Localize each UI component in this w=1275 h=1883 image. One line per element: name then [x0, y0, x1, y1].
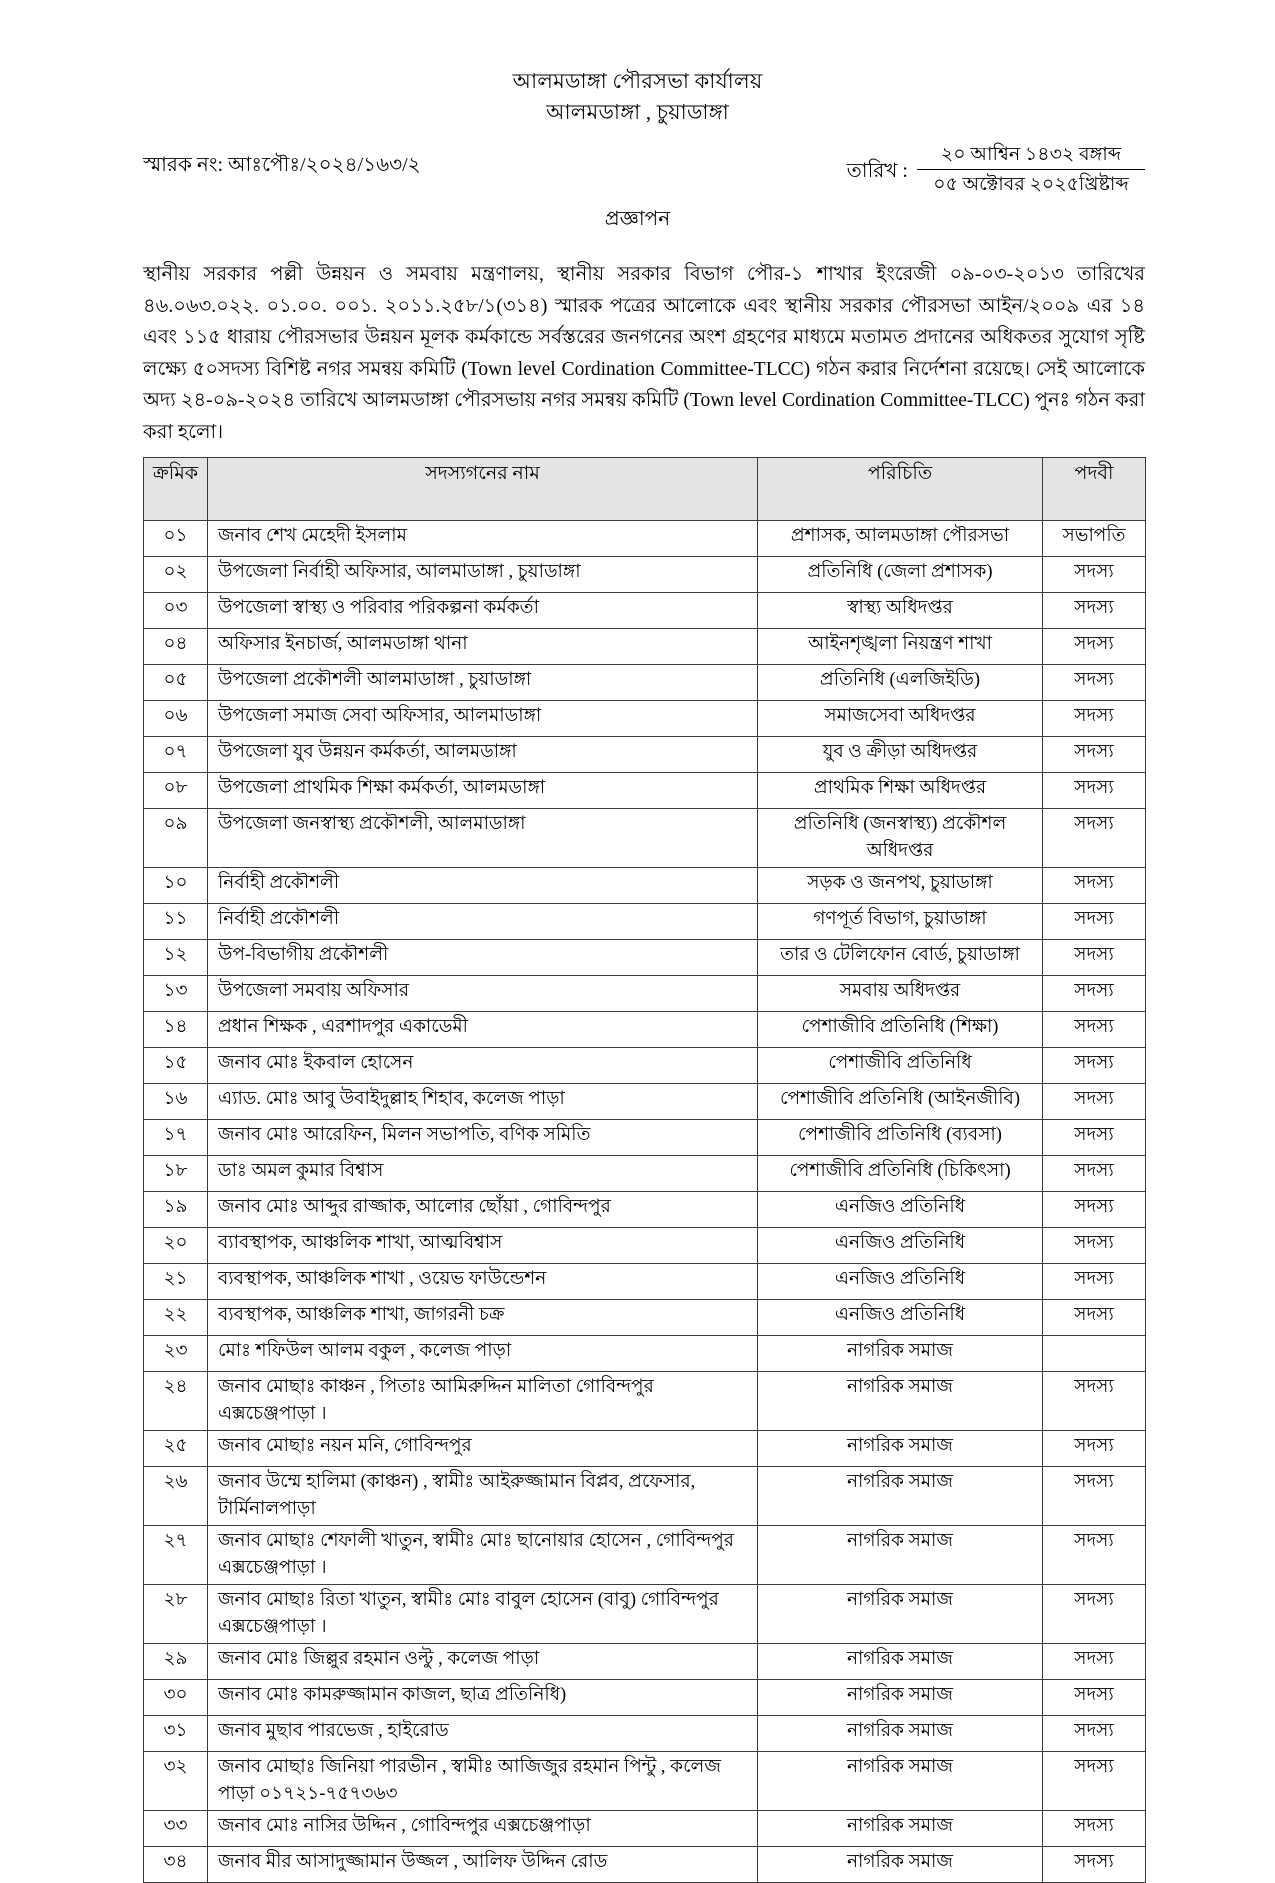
table-row: [144, 701, 1146, 737]
cell-designation: সদস্য: [1043, 629, 1146, 665]
cell-serial: ৩৩: [144, 1811, 208, 1847]
date-label: তারিখ :: [846, 159, 908, 182]
table-row: [144, 1431, 1146, 1467]
cell-identity: নাগরিক সমাজ: [758, 1336, 1043, 1372]
cell-serial: ০৯: [144, 809, 208, 868]
cell-designation: সদস্য: [1043, 1467, 1146, 1526]
table-row: [144, 1228, 1146, 1264]
cell-designation: সদস্য: [1043, 1526, 1146, 1585]
cell-serial: ২৯: [144, 1644, 208, 1680]
column-header-name: সদস্যগনের নাম: [208, 458, 758, 521]
cell-serial: ২৩: [144, 1336, 208, 1372]
table-row: [144, 1644, 1146, 1680]
cell-name: উপজেলা প্রাথমিক শিক্ষা কর্মকর্তা, আলমডাঙ্গা: [208, 773, 758, 809]
column-header-serial: ক্রমিক: [144, 458, 208, 521]
column-header-designation: পদবী: [1043, 458, 1146, 521]
cell-name: উপজেলা যুব উন্নয়ন কর্মকর্তা, আলমডাঙ্গা: [208, 737, 758, 773]
column-header-identity: পরিচিতি: [758, 458, 1043, 521]
cell-identity: স্বাস্থ্য অধিদপ্তর: [758, 593, 1043, 629]
cell-name: ব্যবস্থাপক, আঞ্চলিক শাখা, জাগরনী চক্র: [208, 1300, 758, 1336]
table-row: [144, 773, 1146, 809]
cell-identity: নাগরিক সমাজ: [758, 1644, 1043, 1680]
cell-serial: ২৬: [144, 1467, 208, 1526]
cell-identity: নাগরিক সমাজ: [758, 1526, 1043, 1585]
cell-identity: তার ও টেলিফোন বোর্ড, চুয়াডাঙ্গা: [758, 940, 1043, 976]
table-row: [144, 521, 1146, 557]
cell-serial: ০৭: [144, 737, 208, 773]
table-row: [144, 1847, 1146, 1883]
cell-identity: আইনশৃঙ্খলা নিয়ন্ত্রণ শাখা: [758, 629, 1043, 665]
table-row: [144, 1467, 1146, 1526]
cell-serial: ০৫: [144, 665, 208, 701]
table-row: [144, 1716, 1146, 1752]
cell-designation: সদস্য: [1043, 1264, 1146, 1300]
members-table: [143, 457, 1146, 1883]
cell-designation: সদস্য: [1043, 868, 1146, 904]
cell-identity: নাগরিক সমাজ: [758, 1716, 1043, 1752]
cell-designation: সদস্য: [1043, 1847, 1146, 1883]
cell-name: জনাব মোঃ ইকবাল হোসেন: [208, 1048, 758, 1084]
cell-identity: যুব ও ক্রীড়া অধিদপ্তর: [758, 737, 1043, 773]
table-row: [144, 1048, 1146, 1084]
table-row: [144, 1120, 1146, 1156]
cell-identity: প্রতিনিধি (জনস্বাস্থ্য) প্রকৌশল অধিদপ্তর: [758, 809, 1043, 868]
cell-designation: সদস্য: [1043, 1811, 1146, 1847]
cell-designation: সদস্য: [1043, 940, 1146, 976]
cell-designation: সদস্য: [1043, 773, 1146, 809]
cell-identity: প্রতিনিধি (জেলা প্রশাসক): [758, 557, 1043, 593]
cell-designation: সদস্য: [1043, 904, 1146, 940]
cell-name: অফিসার ইনচার্জ, আলমডাঙ্গা থানা: [208, 629, 758, 665]
cell-identity: পেশাজীবি প্রতিনিধি (শিক্ষা): [758, 1012, 1043, 1048]
cell-name: জনাব মুছাব পারভেজ , হাইরোড: [208, 1716, 758, 1752]
cell-identity: নাগরিক সমাজ: [758, 1585, 1043, 1644]
cell-serial: ০১: [144, 521, 208, 557]
cell-serial: ৩২: [144, 1752, 208, 1811]
cell-name: নির্বাহী প্রকৌশলী: [208, 868, 758, 904]
cell-identity: পেশাজীবি প্রতিনিধি: [758, 1048, 1043, 1084]
cell-designation: সদস্য: [1043, 1012, 1146, 1048]
table-row: [144, 940, 1146, 976]
cell-identity: প্রাথমিক শিক্ষা অধিদপ্তর: [758, 773, 1043, 809]
cell-identity: এনজিও প্রতিনিধি: [758, 1264, 1043, 1300]
cell-serial: ০২: [144, 557, 208, 593]
cell-designation: সদস্য: [1043, 1228, 1146, 1264]
cell-serial: ১১: [144, 904, 208, 940]
cell-serial: ২৪: [144, 1372, 208, 1431]
cell-designation: সদস্য: [1043, 1372, 1146, 1431]
cell-identity: নাগরিক সমাজ: [758, 1467, 1043, 1526]
table-row: [144, 557, 1146, 593]
cell-serial: ১০: [144, 868, 208, 904]
cell-serial: ১৪: [144, 1012, 208, 1048]
table-row: [144, 868, 1146, 904]
cell-identity: নাগরিক সমাজ: [758, 1680, 1043, 1716]
memo-and-date-row: [143, 142, 1145, 200]
letterhead: [0, 0, 1275, 128]
cell-serial: ১৫: [144, 1048, 208, 1084]
cell-serial: ২১: [144, 1264, 208, 1300]
cell-identity: পেশাজীবি প্রতিনিধি (ব্যবসা): [758, 1120, 1043, 1156]
table-row: [144, 904, 1146, 940]
cell-name: উপজেলা সমাজ সেবা অফিসার, আলমাডাঙ্গা: [208, 701, 758, 737]
cell-identity: সড়ক ও জনপথ, চুয়াডাঙ্গা: [758, 868, 1043, 904]
cell-name: উপজেলা জনস্বাস্থ্য প্রকৌশলী, আলমাডাঙ্গা: [208, 809, 758, 868]
date-gregorian: ০৫ অক্টোবর ২০২৫খ্রিষ্টাব্দ: [933, 174, 1129, 195]
cell-serial: ২৭: [144, 1526, 208, 1585]
cell-designation: সদস্য: [1043, 1300, 1146, 1336]
cell-serial: ১৭: [144, 1120, 208, 1156]
date-values: [917, 142, 1145, 198]
cell-identity: পেশাজীবি প্রতিনিধি (আইনজীবি): [758, 1084, 1043, 1120]
cell-identity: প্রতিনিধি (এলজিইডি): [758, 665, 1043, 701]
notice-title: প্রজ্ঞাপন: [604, 208, 671, 230]
office-location: আলমডাঙ্গা , চুয়াডাঙ্গা: [546, 100, 729, 124]
cell-serial: ২৮: [144, 1585, 208, 1644]
cell-name: মোঃ শফিউল আলম বকুল , কলেজ পাড়া: [208, 1336, 758, 1372]
table-row: [144, 1300, 1146, 1336]
cell-name: উপজেলা সমবায় অফিসার: [208, 976, 758, 1012]
cell-name: প্রধান শিক্ষক , এরশাদপুর একাডেমী: [208, 1012, 758, 1048]
table-header: [144, 458, 1146, 521]
cell-name: ব্যবস্থাপক, আঞ্চলিক শাখা , ওয়েভ ফাউন্ডেশন: [208, 1264, 758, 1300]
cell-designation: সদস্য: [1043, 701, 1146, 737]
cell-name: জনাব মোঃ আব্দুর রাজ্জাক, আলোর ছোঁয়া , গোবিন্দপুর: [208, 1192, 758, 1228]
cell-identity: সমাজসেবা অধিদপ্তর: [758, 701, 1043, 737]
cell-name: নির্বাহী প্রকৌশলী: [208, 904, 758, 940]
date-block: [847, 142, 1145, 198]
cell-designation: সদস্য: [1043, 1716, 1146, 1752]
table-row: [144, 1585, 1146, 1644]
cell-identity: এনজিও প্রতিনিধি: [758, 1300, 1043, 1336]
table-row: [144, 629, 1146, 665]
cell-designation: সদস্য: [1043, 809, 1146, 868]
cell-name: জনাব মোছাঃ কাঞ্চন , পিতাঃ আমিরুদ্দিন মালিতা গোবিন্দপুর এক্সচেঞ্জপাড়া ।: [208, 1372, 758, 1431]
cell-serial: ০৮: [144, 773, 208, 809]
cell-name: উপজেলা নির্বাহী অফিসার, আলমাডাঙ্গা , চুয়াডাঙ্গা: [208, 557, 758, 593]
cell-designation: সদস্য: [1043, 1048, 1146, 1084]
cell-serial: ১৮: [144, 1156, 208, 1192]
cell-name: জনাব মোঃ জিল্লুর রহমান ওল্টু , কলেজ পাড়া: [208, 1644, 758, 1680]
cell-name: উপজেলা প্রকৌশলী আলমাডাঙ্গা , চুয়াডাঙ্গা: [208, 665, 758, 701]
cell-identity: পেশাজীবি প্রতিনিধি (চিকিৎসা): [758, 1156, 1043, 1192]
table-row: [144, 1156, 1146, 1192]
table-row: [144, 1752, 1146, 1811]
cell-designation: সদস্য: [1043, 737, 1146, 773]
cell-designation: সদস্য: [1043, 1431, 1146, 1467]
cell-designation: সদস্য: [1043, 1192, 1146, 1228]
table-row: [144, 665, 1146, 701]
table-row: [144, 1811, 1146, 1847]
cell-serial: ২৫: [144, 1431, 208, 1467]
cell-serial: ৩০: [144, 1680, 208, 1716]
cell-identity: এনজিও প্রতিনিধি: [758, 1192, 1043, 1228]
cell-identity: গণপূর্ত বিভাগ, চুয়াডাঙ্গা: [758, 904, 1043, 940]
cell-designation: সদস্য: [1043, 1680, 1146, 1716]
cell-designation: সভাপতি: [1043, 521, 1146, 557]
table-row: [144, 1372, 1146, 1431]
table-body: [144, 521, 1146, 1883]
cell-designation: [1043, 1336, 1146, 1372]
cell-name: উপজেলা স্বাস্থ্য ও পরিবার পরিকল্পনা কর্মকর্তা: [208, 593, 758, 629]
cell-name: জনাব মীর আসাদুজ্জামান উজ্জল , আলিফ উদ্দিন রোড: [208, 1847, 758, 1883]
cell-serial: ০৬: [144, 701, 208, 737]
cell-serial: ০৩: [144, 593, 208, 629]
cell-serial: ২২: [144, 1300, 208, 1336]
cell-name: উপ-বিভাগীয় প্রকৌশলী: [208, 940, 758, 976]
cell-designation: সদস্য: [1043, 1752, 1146, 1811]
office-name: আলমডাঙ্গা পৌরসভা কার্যালয়: [512, 69, 763, 93]
cell-serial: ১২: [144, 940, 208, 976]
cell-serial: ১৩: [144, 976, 208, 1012]
cell-name: জনাব মোছাঃ জিনিয়া পারভীন , স্বামীঃ আজিজুর রহমান পিন্টু , কলেজ পাড়া ০১৭২১-৭৫৭৩৬৩: [208, 1752, 758, 1811]
cell-name: জনাব মোছাঃ নয়ন মনি, গোবিন্দপুর: [208, 1431, 758, 1467]
table-row: [144, 976, 1146, 1012]
cell-name: এ্যাড. মোঃ আবু উবাইদুল্লাহ শিহাব, কলেজ পাড়া: [208, 1084, 758, 1120]
notice-body: স্থানীয় সরকার পল্লী উন্নয়ন ও সমবায় মন্ত্রণালয়, স্থানীয় সরকার বিভাগ পৌর-১ শাখার ইংরেজী ০৯-০৩-২০১৩ তারিখের ৪৬.০৬৩.০২২. ০১.০০. ০০১. ২০১১.২৫৮/১(৩১৪) স্মারক পত্রের আলোকে এবং স্থানীয় সরকার পৌরসভা আইন/২০০৯ এর ১৪ এবং ১১৫ ধারায় পৌরসভার উন্নয়ন মূলক কর্মকান্ডে সর্বস্তরের জনগনের অংশ গ্রহণের মাধ্যমে মতামত প্রদানের অধিকতর সুযোগ সৃষ্টি লক্ষ্যে ৫০সদস্য বিশিষ্ট নগর সমন্বয় কমিটি (Town level Cordination Committee-TLCC) গঠন করার নির্দেশনা রয়েছে। সেই আলোকে অদ্য ২৪-০৯-২০২৪ তারিখে আলমডাঙ্গা পৌরসভায় নগর সমন্বয় কমিটি (Town level Cordination Committee-TLCC) পুনঃ গঠন করা করা হলো।: [143, 264, 1145, 443]
table-row: [144, 809, 1146, 868]
cell-serial: ৩১: [144, 1716, 208, 1752]
cell-designation: সদস্য: [1043, 1585, 1146, 1644]
table-row: [144, 1012, 1146, 1048]
table-row: [144, 1680, 1146, 1716]
cell-identity: সমবায় অধিদপ্তর: [758, 976, 1043, 1012]
cell-name: ডাঃ অমল কুমার বিশ্বাস: [208, 1156, 758, 1192]
cell-serial: ২০: [144, 1228, 208, 1264]
cell-identity: নাগরিক সমাজ: [758, 1847, 1043, 1883]
cell-designation: সদস্য: [1043, 593, 1146, 629]
table-row: [144, 737, 1146, 773]
table-row: [144, 593, 1146, 629]
cell-designation: সদস্য: [1043, 976, 1146, 1012]
table-row: [144, 1192, 1146, 1228]
cell-name: জনাব শেখ মেহেদী ইসলাম: [208, 521, 758, 557]
cell-designation: সদস্য: [1043, 1156, 1146, 1192]
table-header-row: [144, 458, 1146, 521]
cell-identity: প্রশাসক, আলমডাঙ্গা পৌরসভা: [758, 521, 1043, 557]
cell-designation: সদস্য: [1043, 557, 1146, 593]
table-row: [144, 1526, 1146, 1585]
cell-serial: ১৬: [144, 1084, 208, 1120]
cell-name: ব্যাবস্থাপক, আঞ্চলিক শাখা, আত্মবিশ্বাস: [208, 1228, 758, 1264]
cell-name: জনাব উম্মে হালিমা (কাঞ্চন) , স্বামীঃ আইরুজ্জামান বিপ্লব, প্রফেসার, টার্মিনালপাড়া: [208, 1467, 758, 1526]
memo-number: স্মারক নং: আঃপৌঃ/২০২৪/১৬৩/২: [143, 154, 421, 176]
cell-designation: সদস্য: [1043, 1120, 1146, 1156]
cell-name: জনাব মোছাঃ রিতা খাতুন, স্বামীঃ মোঃ বাবুল হোসেন (বাবু) গোবিন্দপুর এক্সচেঞ্জপাড়া ।: [208, 1585, 758, 1644]
cell-name: জনাব মোঃ নাসির উদ্দিন , গোবিন্দপুর এক্সচেঞ্জপাড়া: [208, 1811, 758, 1847]
table-row: [144, 1336, 1146, 1372]
cell-designation: সদস্য: [1043, 665, 1146, 701]
cell-serial: ১৯: [144, 1192, 208, 1228]
cell-designation: সদস্য: [1043, 1644, 1146, 1680]
table-row: [144, 1084, 1146, 1120]
cell-identity: নাগরিক সমাজ: [758, 1372, 1043, 1431]
cell-name: জনাব মোঃ আরেফিন, মিলন সভাপতি, বণিক সমিতি: [208, 1120, 758, 1156]
cell-identity: এনজিও প্রতিনিধি: [758, 1228, 1043, 1264]
cell-identity: নাগরিক সমাজ: [758, 1811, 1043, 1847]
date-bengali: ২০ আশ্বিন ১৪৩২ বঙ্গাব্দ: [940, 144, 1122, 165]
cell-designation: সদস্য: [1043, 1084, 1146, 1120]
cell-serial: ৩৪: [144, 1847, 208, 1883]
table-row: [144, 1264, 1146, 1300]
cell-name: জনাব মোঃ কামরুজ্জামান কাজল, ছাত্র প্রতিনিধি): [208, 1680, 758, 1716]
cell-identity: নাগরিক সমাজ: [758, 1752, 1043, 1811]
cell-name: জনাব মোছাঃ শেফালী খাতুন, স্বামীঃ মোঃ ছানোয়ার হোসেন , গোবিন্দপুর এক্সচেঞ্জপাড়া ।: [208, 1526, 758, 1585]
cell-identity: নাগরিক সমাজ: [758, 1431, 1043, 1467]
cell-serial: ০৪: [144, 629, 208, 665]
